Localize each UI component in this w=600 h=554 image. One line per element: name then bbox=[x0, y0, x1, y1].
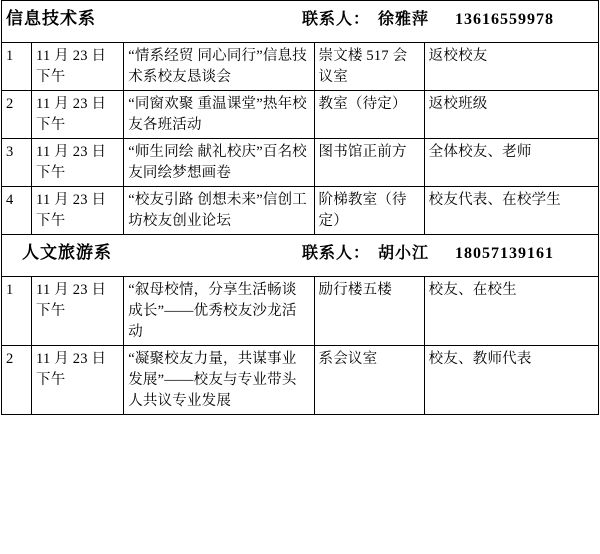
row-title: “师生同绘 献礼校庆”百名校友同绘梦想画卷 bbox=[124, 139, 314, 187]
row-place: 励行楼五楼 bbox=[314, 277, 424, 346]
table-row bbox=[2, 43, 599, 91]
table-row bbox=[2, 91, 599, 139]
row-time: 11 月 23 日下午 bbox=[32, 346, 124, 415]
row-time: 11 月 23 日下午 bbox=[32, 187, 124, 235]
table-row bbox=[2, 277, 599, 346]
row-participants: 返校班级 bbox=[424, 91, 598, 139]
table-row bbox=[2, 187, 599, 235]
contact-name: 徐雅萍 bbox=[377, 11, 429, 28]
contact-label: 联系人： bbox=[301, 245, 370, 263]
schedule-table bbox=[1, 0, 599, 415]
contact-phone: 13616559978 bbox=[455, 11, 554, 28]
table-row bbox=[2, 139, 599, 187]
row-place: 阶梯教室（待定） bbox=[314, 187, 424, 235]
row-place: 系会议室 bbox=[314, 346, 424, 415]
row-number: 2 bbox=[2, 346, 32, 415]
row-participants: 返校校友 bbox=[424, 43, 598, 91]
row-participants: 校友代表、在校学生 bbox=[424, 187, 598, 235]
row-participants: 全体校友、老师 bbox=[424, 139, 598, 187]
row-time: 11 月 23 日下午 bbox=[32, 277, 124, 346]
contact-phone: 18057139161 bbox=[455, 245, 554, 263]
row-number: 1 bbox=[2, 277, 32, 346]
contact-label: 联系人： bbox=[301, 11, 370, 28]
section-header-cell bbox=[2, 235, 599, 277]
row-place: 教室（待定） bbox=[314, 91, 424, 139]
row-participants: 校友、教师代表 bbox=[424, 346, 598, 415]
contact-name: 胡小江 bbox=[377, 245, 429, 263]
row-number: 4 bbox=[2, 187, 32, 235]
row-participants: 校友、在校生 bbox=[424, 277, 598, 346]
row-time: 11 月 23 日下午 bbox=[32, 43, 124, 91]
section-header-cell bbox=[2, 1, 599, 43]
row-time: 11 月 23 日下午 bbox=[32, 139, 124, 187]
row-number: 3 bbox=[2, 139, 32, 187]
section-header-row bbox=[2, 235, 599, 277]
row-title: “同窗欢聚 重温课堂”热年校友各班活动 bbox=[124, 91, 314, 139]
row-place: 图书馆正前方 bbox=[314, 139, 424, 187]
row-title: “情系经贸 同心同行”信息技术系校友恳谈会 bbox=[124, 43, 314, 91]
department-name: 信息技术系 bbox=[6, 9, 96, 28]
row-number: 1 bbox=[2, 43, 32, 91]
row-number: 2 bbox=[2, 91, 32, 139]
row-title: “校友引路 创想未来”信创工坊校友创业论坛 bbox=[124, 187, 314, 235]
row-title: “叙母校情，分享生活畅谈成长”——优秀校友沙龙活动 bbox=[124, 277, 314, 346]
row-place: 崇文楼 517 会议室 bbox=[314, 43, 424, 91]
section-header-row bbox=[2, 1, 599, 43]
row-time: 11 月 23 日下午 bbox=[32, 91, 124, 139]
row-title: “凝聚校友力量，共谋事业发展”——校友与专业带头人共议专业发展 bbox=[124, 346, 314, 415]
table-row bbox=[2, 346, 599, 415]
department-name: 人文旅游系 bbox=[22, 243, 112, 263]
